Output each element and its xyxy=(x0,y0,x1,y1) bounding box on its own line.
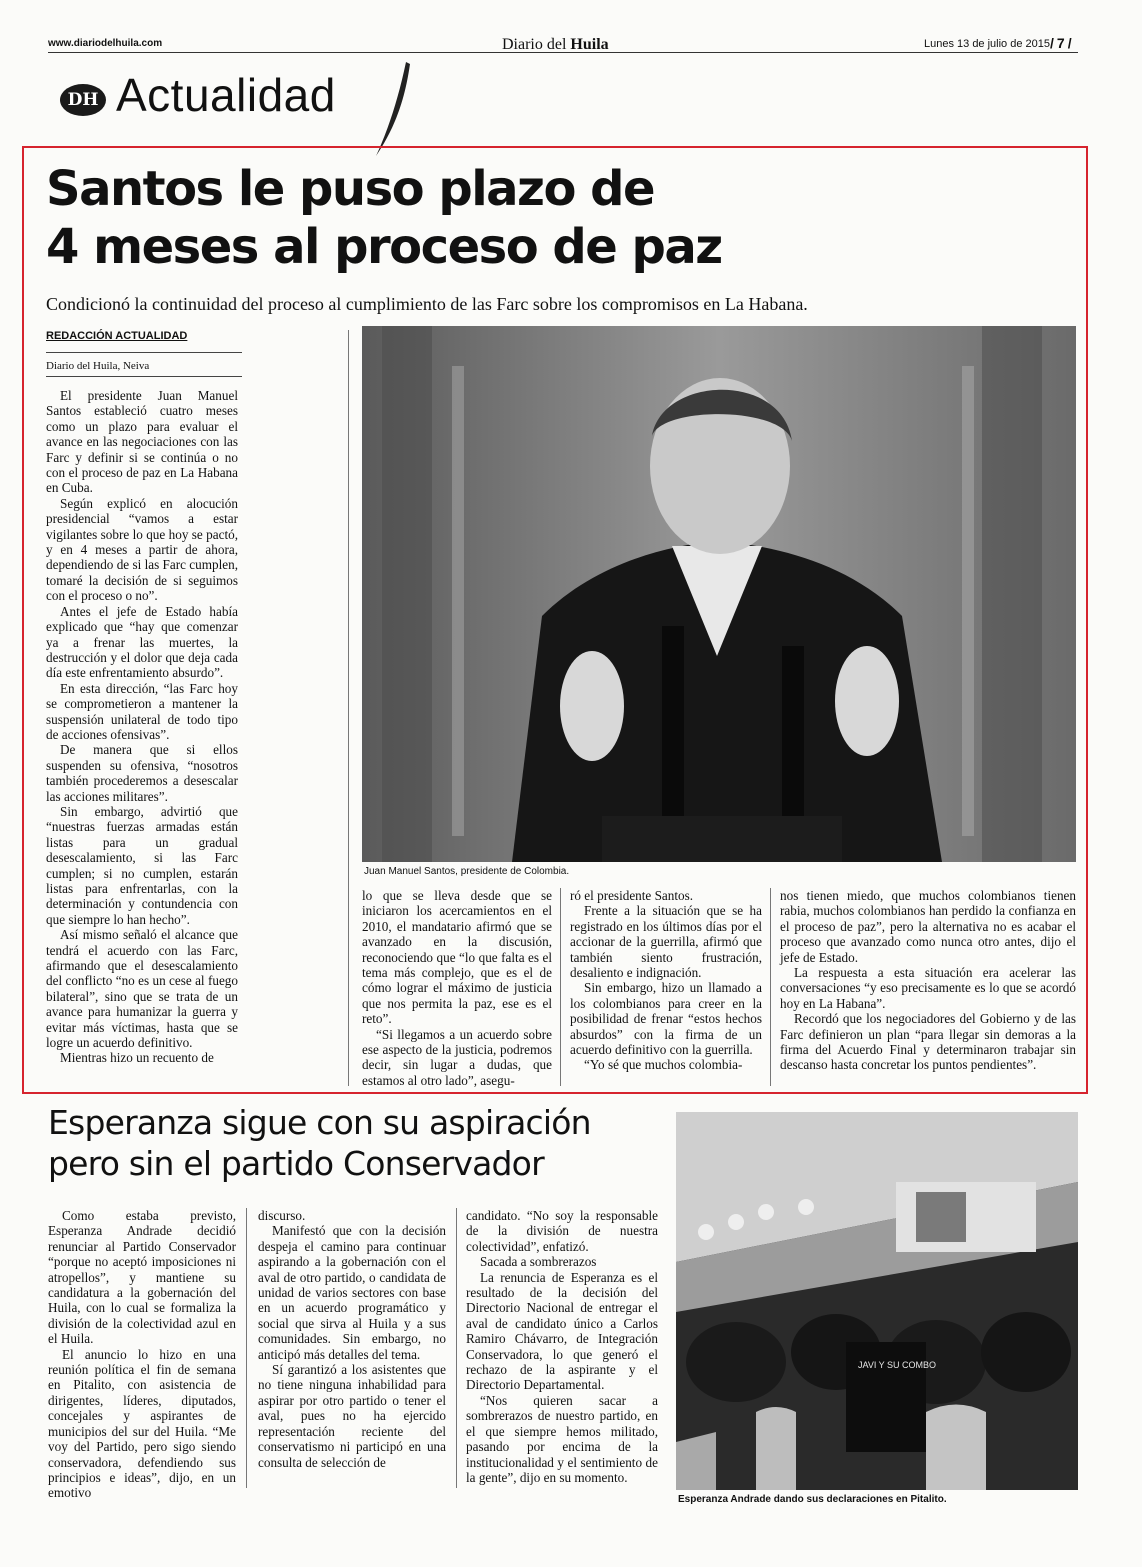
paragraph: “Nos quieren sacar a sombrerazos de nuestro partido, en el que siempre hemos militado, pasando por encima de la institucionalidad y el sentimiento de la gente”, dijo en su momento. xyxy=(466,1392,658,1485)
paragraph: La renuncia de Esperanza es el resultado de la decisión del Directorio Nacional de entregar el aval de candidato único a Carlos Ramiro Chávarro, de Integración Conservadora, lo que generó el rechazo de la aspirante y el Directorio Departamental. xyxy=(466,1269,658,1393)
main-column-2 xyxy=(362,888,552,1086)
section-title: Actualidad xyxy=(116,69,336,121)
site-url: www.diariodelhuila.com xyxy=(48,38,163,49)
paragraph: lo que se lleva desde que se iniciaron los acercamientos en el 2010, el mandatario afirmó que se avanzado en la discusión, reconociendo que “lo que falta es el tema más complejo, que es el de cómo lograr el máximo de justicia que nos permita la paz, ese es el reto”. xyxy=(362,888,552,1027)
main-column-1 xyxy=(46,388,238,1086)
paragraph: ró el presidente Santos. xyxy=(570,888,694,903)
santos-photo xyxy=(362,326,1076,862)
paragraph: De manera que si ellos suspenden su ofensiva, “nosotros también procederemos a desescalar las acciones militares”. xyxy=(46,742,238,804)
main-headline xyxy=(46,160,826,276)
second-headline-line2: pero sin el partido Conservador xyxy=(48,1144,544,1183)
paragraph: El presidente Juan Manuel Santos estableció cuatro meses como un plazo para evaluar el avance en las negociaciones con las Farc y definir si se continúa o no con el proceso de paz en La Habana en Cuba. xyxy=(46,388,238,496)
paragraph: “Si llegamos a un acuerdo sobre ese aspecto de la justicia, podremos decir, sin lugar a dudas, que estamos al otro lado”, asegu- xyxy=(362,1026,552,1088)
paper-name-b: Huila xyxy=(570,36,609,53)
paragraph: Según explicó en alocución presidencial “vamos a estar vigilantes sobre lo que hoy se pactó, y en 4 meses a partir de ahora, dependiendo de si las Farc cumplen, tomaré la decisión de si seguimos con el proceso o no”. xyxy=(46,495,238,604)
paragraph: La respuesta a esta situación era acelerar las conversaciones “y eso precisamente es lo que se acordó hoy en La Habana”. xyxy=(780,965,1076,1011)
paragraph: Manifestó que con la decisión despeja el camino para continuar aspirando a la gobernación con el aval de otro partido, o candidata de unidad de varios sectores con base en un acuerdo programático y social que sirva al Huila y a sus comunidades. Sin embargo, no anticipó más detalles del tema. xyxy=(258,1223,446,1362)
section-swoosh xyxy=(376,60,436,160)
paragraph: “Yo sé que muchos colombia- xyxy=(584,1057,743,1073)
paragraph: Sí garantizó a los asistentes que no tiene ninguna inhabilidad para aspirar por otro partido o tener el aval, pues no ha ejercido representación reciente del conservatismo ni participó en una consulta de selección de xyxy=(258,1362,446,1470)
page-number: / 7 / xyxy=(1050,35,1072,51)
paragraph: nos tienen miedo, que muchos colombianos tienen rabia, muchos colombianos han perdido la confianza en el proceso de paz”, pero la alternativa no es acabar el proceso que avanzado como nunca otro antes, dijo el jefe de Estado. xyxy=(780,888,1076,965)
paragraph: El anuncio lo hizo en una reunión política el fin de semana en Pitalito, con asistencia de dirigentes, líderes, diputados, concejales y aspirantes de municipios del sur del Huila. “Me voy del Partido, pero sigo siendo conservadora, defendiendo sus principios e ideas”, dijo, en un emotivo xyxy=(48,1346,236,1501)
dateline: Diario del Huila, Neiva xyxy=(46,360,150,372)
esperanza-photo xyxy=(676,1112,1078,1490)
column-rule xyxy=(560,888,561,1086)
paragraph: Antes el jefe de Estado había explicado que “hay que comenzar ya a frenar las muertes, la destrucción y el dolor que deja cada día este enfrentamiento absurdo”. xyxy=(46,603,238,681)
column-rule xyxy=(348,330,349,1086)
paragraph: Sin embargo, advirtió que “nuestras fuerzas armadas están listas para un gradual desescalamiento, si las Farc cumplen; si no cumplen, estarán listas para enfrentarlas, con la determinación y contundencia con que siempre lo han hecho”. xyxy=(46,803,238,927)
dateline-rule xyxy=(46,376,242,377)
subheading: Sacada a sombrerazos xyxy=(480,1254,597,1270)
second-column-3 xyxy=(466,1208,658,1488)
esperanza-photo-image xyxy=(676,1112,1078,1490)
shirt-text: JAVI Y SU COMBO xyxy=(858,1360,937,1370)
paragraph: Así mismo señaló el alcance que tendrá el acuerdo con las Farc, afirmando que el desescalamiento del conflicto “no es un cese al fuego bilateral”, sino que se trata de un avance para humanizar la guerra y evitar más víctimas, hasta que se logre un acuerdo definitivo. xyxy=(46,927,238,1051)
paragraph: Frente a la situación que se ha registrado en los últimos días por el accionar de la guerrilla, afirmó que también siento frustración, desaliento e indignación. xyxy=(570,903,762,981)
paragraph: candidato. “No soy la responsable de la división de nuestra colectividad”, enfatizó. xyxy=(466,1208,658,1254)
paper-name-a: Diario del xyxy=(502,36,571,53)
second-headline xyxy=(48,1102,668,1184)
santos-photo-image xyxy=(362,326,1076,862)
byline: REDACCIÓN ACTUALIDAD xyxy=(46,330,188,342)
main-deck: Condicionó la continuidad del proceso al cumplimiento de las Farc sobre los compromisos en La Habana. xyxy=(46,294,808,314)
second-headline-line1: Esperanza sigue con su aspiración xyxy=(48,1103,591,1142)
column-rule xyxy=(246,1208,247,1488)
paragraph: discurso. xyxy=(258,1208,306,1223)
paragraph: En esta dirección, “las Farc hoy se comprometieron a mantener la suspensión unilateral de todo tipo de acciones ofensivas”. xyxy=(46,680,238,742)
column-rule xyxy=(770,888,771,1086)
paragraph: Recordó que los negociadores del Gobierno y de las Farc definieron un plan “para llegar sin demoras a la firma del Acuerdo Final y determinaron trabajar sin descanso hasta concretar los puntos pendientes”. xyxy=(780,1011,1076,1073)
byline-rule xyxy=(46,352,242,353)
paragraph: Como estaba previsto, Esperanza Andrade decidió renunciar al Partido Conservador “porque no aceptó imposiciones ni atropellos”, y mantiene su candidatura a la gobernación del Huila, con lo cual se formaliza la división de la colectividad azul en el Huila. xyxy=(48,1208,236,1347)
main-column-4 xyxy=(780,888,1076,1086)
photo-caption: Juan Manuel Santos, presidente de Colombia. xyxy=(364,866,570,877)
second-column-2 xyxy=(258,1208,446,1488)
main-headline-line2: 4 meses al proceso de paz xyxy=(46,219,722,275)
masthead-rule xyxy=(48,52,1078,53)
dh-logo: DH xyxy=(60,84,106,116)
column-rule xyxy=(456,1208,457,1488)
photo-caption: Esperanza Andrade dando sus declaraciones en Pitalito. xyxy=(678,1494,947,1505)
main-headline-line1: Santos le puso plazo de xyxy=(46,161,655,217)
paragraph: Mientras hizo un recuento de xyxy=(60,1050,214,1066)
issue-date: Lunes 13 de julio de 2015 xyxy=(924,38,1050,50)
main-column-3 xyxy=(570,888,762,1086)
second-column-1 xyxy=(48,1208,236,1501)
paragraph: Sin embargo, hizo un llamado a los colombianos para creer en la posibilidad de frenar “estos hechos absurdos” con la firma de un acuerdo definitivo con la guerrilla. xyxy=(570,980,762,1058)
